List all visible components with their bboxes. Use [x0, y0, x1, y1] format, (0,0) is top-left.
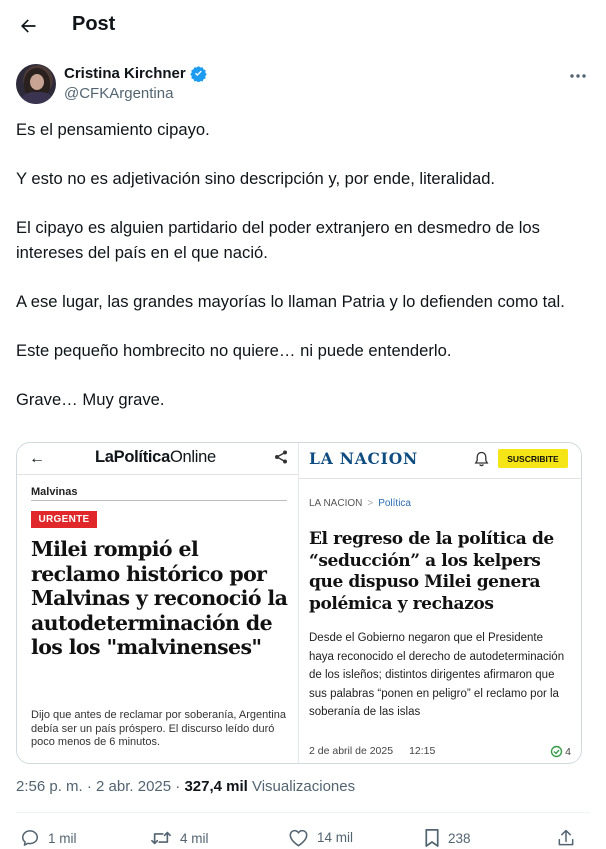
repost-count: 4 mil [180, 830, 209, 846]
arrow-left-icon [18, 16, 38, 36]
lanacion-subtitle: Desde el Gobierno negaron que el Presidente haya reconocido el derecho de autodeterminación de los isleños; distintos dirigentes afirmaron que sus palabras “ponen en peligro” el reclamo por la soberanía de las islas [309, 632, 565, 718]
arrow-left-icon: ← [29, 450, 45, 467]
reply-icon [20, 828, 40, 848]
tweet-paragraph: Grave… Muy grave. [16, 389, 165, 409]
tweet-paragraph: Este pequeño hombrecito no quiere… ni puede entenderlo. [16, 340, 452, 360]
like-button[interactable] [288, 828, 353, 847]
post-time-date[interactable]: 2:56 p. m. · 2 abr. 2025 · [16, 778, 185, 795]
views-label: Visualizaciones [247, 778, 356, 795]
subscribe-button: SUSCRIBITE [498, 449, 568, 468]
post-actions [0, 822, 606, 849]
verified-badge-icon [190, 65, 207, 82]
share-upload-icon [556, 828, 576, 848]
divider [31, 500, 287, 501]
tweet-paragraph: Y esto no es adjetivación sino descripción y, por ende, literalidad. [16, 169, 496, 188]
lanacion-topbar [299, 443, 582, 475]
author-name[interactable]: Cristina Kirchner [64, 65, 186, 82]
like-count: 14 mil [317, 830, 354, 845]
post-header [0, 0, 606, 52]
heart-icon [288, 828, 309, 847]
share-button[interactable] [556, 828, 576, 848]
more-horizontal-icon [569, 73, 587, 79]
tweet-paragraph: Es el pensamiento cipayo. [16, 120, 210, 139]
more-options-button[interactable] [566, 66, 590, 86]
tweet-paragraph: El cipayo es alguien partidario del poder extranjero en desmedro de los intereses del país en el que nació. [16, 218, 540, 262]
author-handle[interactable]: @CFKArgentina [64, 85, 174, 102]
author-name-row[interactable] [64, 65, 207, 82]
lpo-subtitle: Dijo que antes de reclamar por soberanía, Argentina debía ser un país próspero. El discurso leído duró poco menos de 6 minutos. [31, 709, 286, 748]
repost-button[interactable] [150, 828, 209, 848]
tweet-media[interactable] [16, 442, 582, 764]
comment-icon [550, 745, 563, 758]
post-author [16, 64, 590, 106]
bookmark-icon [424, 828, 440, 848]
repost-icon [150, 828, 172, 848]
lpo-headline: Milei rompió el reclamo histórico por Malvinas y reconoció la autodeterminación de los los "malvinenses" [31, 537, 288, 659]
bell-icon [474, 451, 489, 472]
reply-count: 1 mil [48, 830, 77, 846]
avatar[interactable] [16, 64, 56, 104]
reply-button[interactable] [20, 828, 77, 848]
tweet-text [16, 118, 586, 412]
tweet-paragraph: A ese lugar, las grandes mayorías lo llaman Patria y lo defienden como tal. [16, 291, 565, 311]
breadcrumb: LA NACION > Política [309, 498, 411, 509]
media-image-lpo[interactable] [17, 443, 299, 763]
lpo-section: Malvinas [31, 486, 78, 498]
share-icon [274, 450, 288, 469]
views-count: 327,4 mil [184, 778, 248, 795]
urgent-badge: URGENTE [31, 511, 97, 528]
lanacion-comment-count: 4 [550, 745, 571, 758]
media-image-lanacion[interactable] [299, 443, 581, 763]
lanacion-headline: El regreso de la política de “seducción” a los kelpers que dispuso Milei genera polémica y rechazos [309, 529, 554, 614]
lanacion-date: 2 de abril de 2025 12:15 [309, 745, 436, 757]
bookmark-count: 238 [448, 830, 471, 846]
lpo-topbar [17, 443, 300, 475]
divider [16, 812, 590, 813]
bookmark-button[interactable] [424, 828, 471, 848]
lanacion-logo: LA NACION [309, 449, 418, 468]
post-timestamp [16, 778, 355, 795]
page-title: Post [72, 13, 116, 35]
divider [299, 478, 582, 479]
back-button[interactable] [14, 12, 42, 40]
lpo-logo: LaPolíticaOnline [95, 448, 216, 466]
